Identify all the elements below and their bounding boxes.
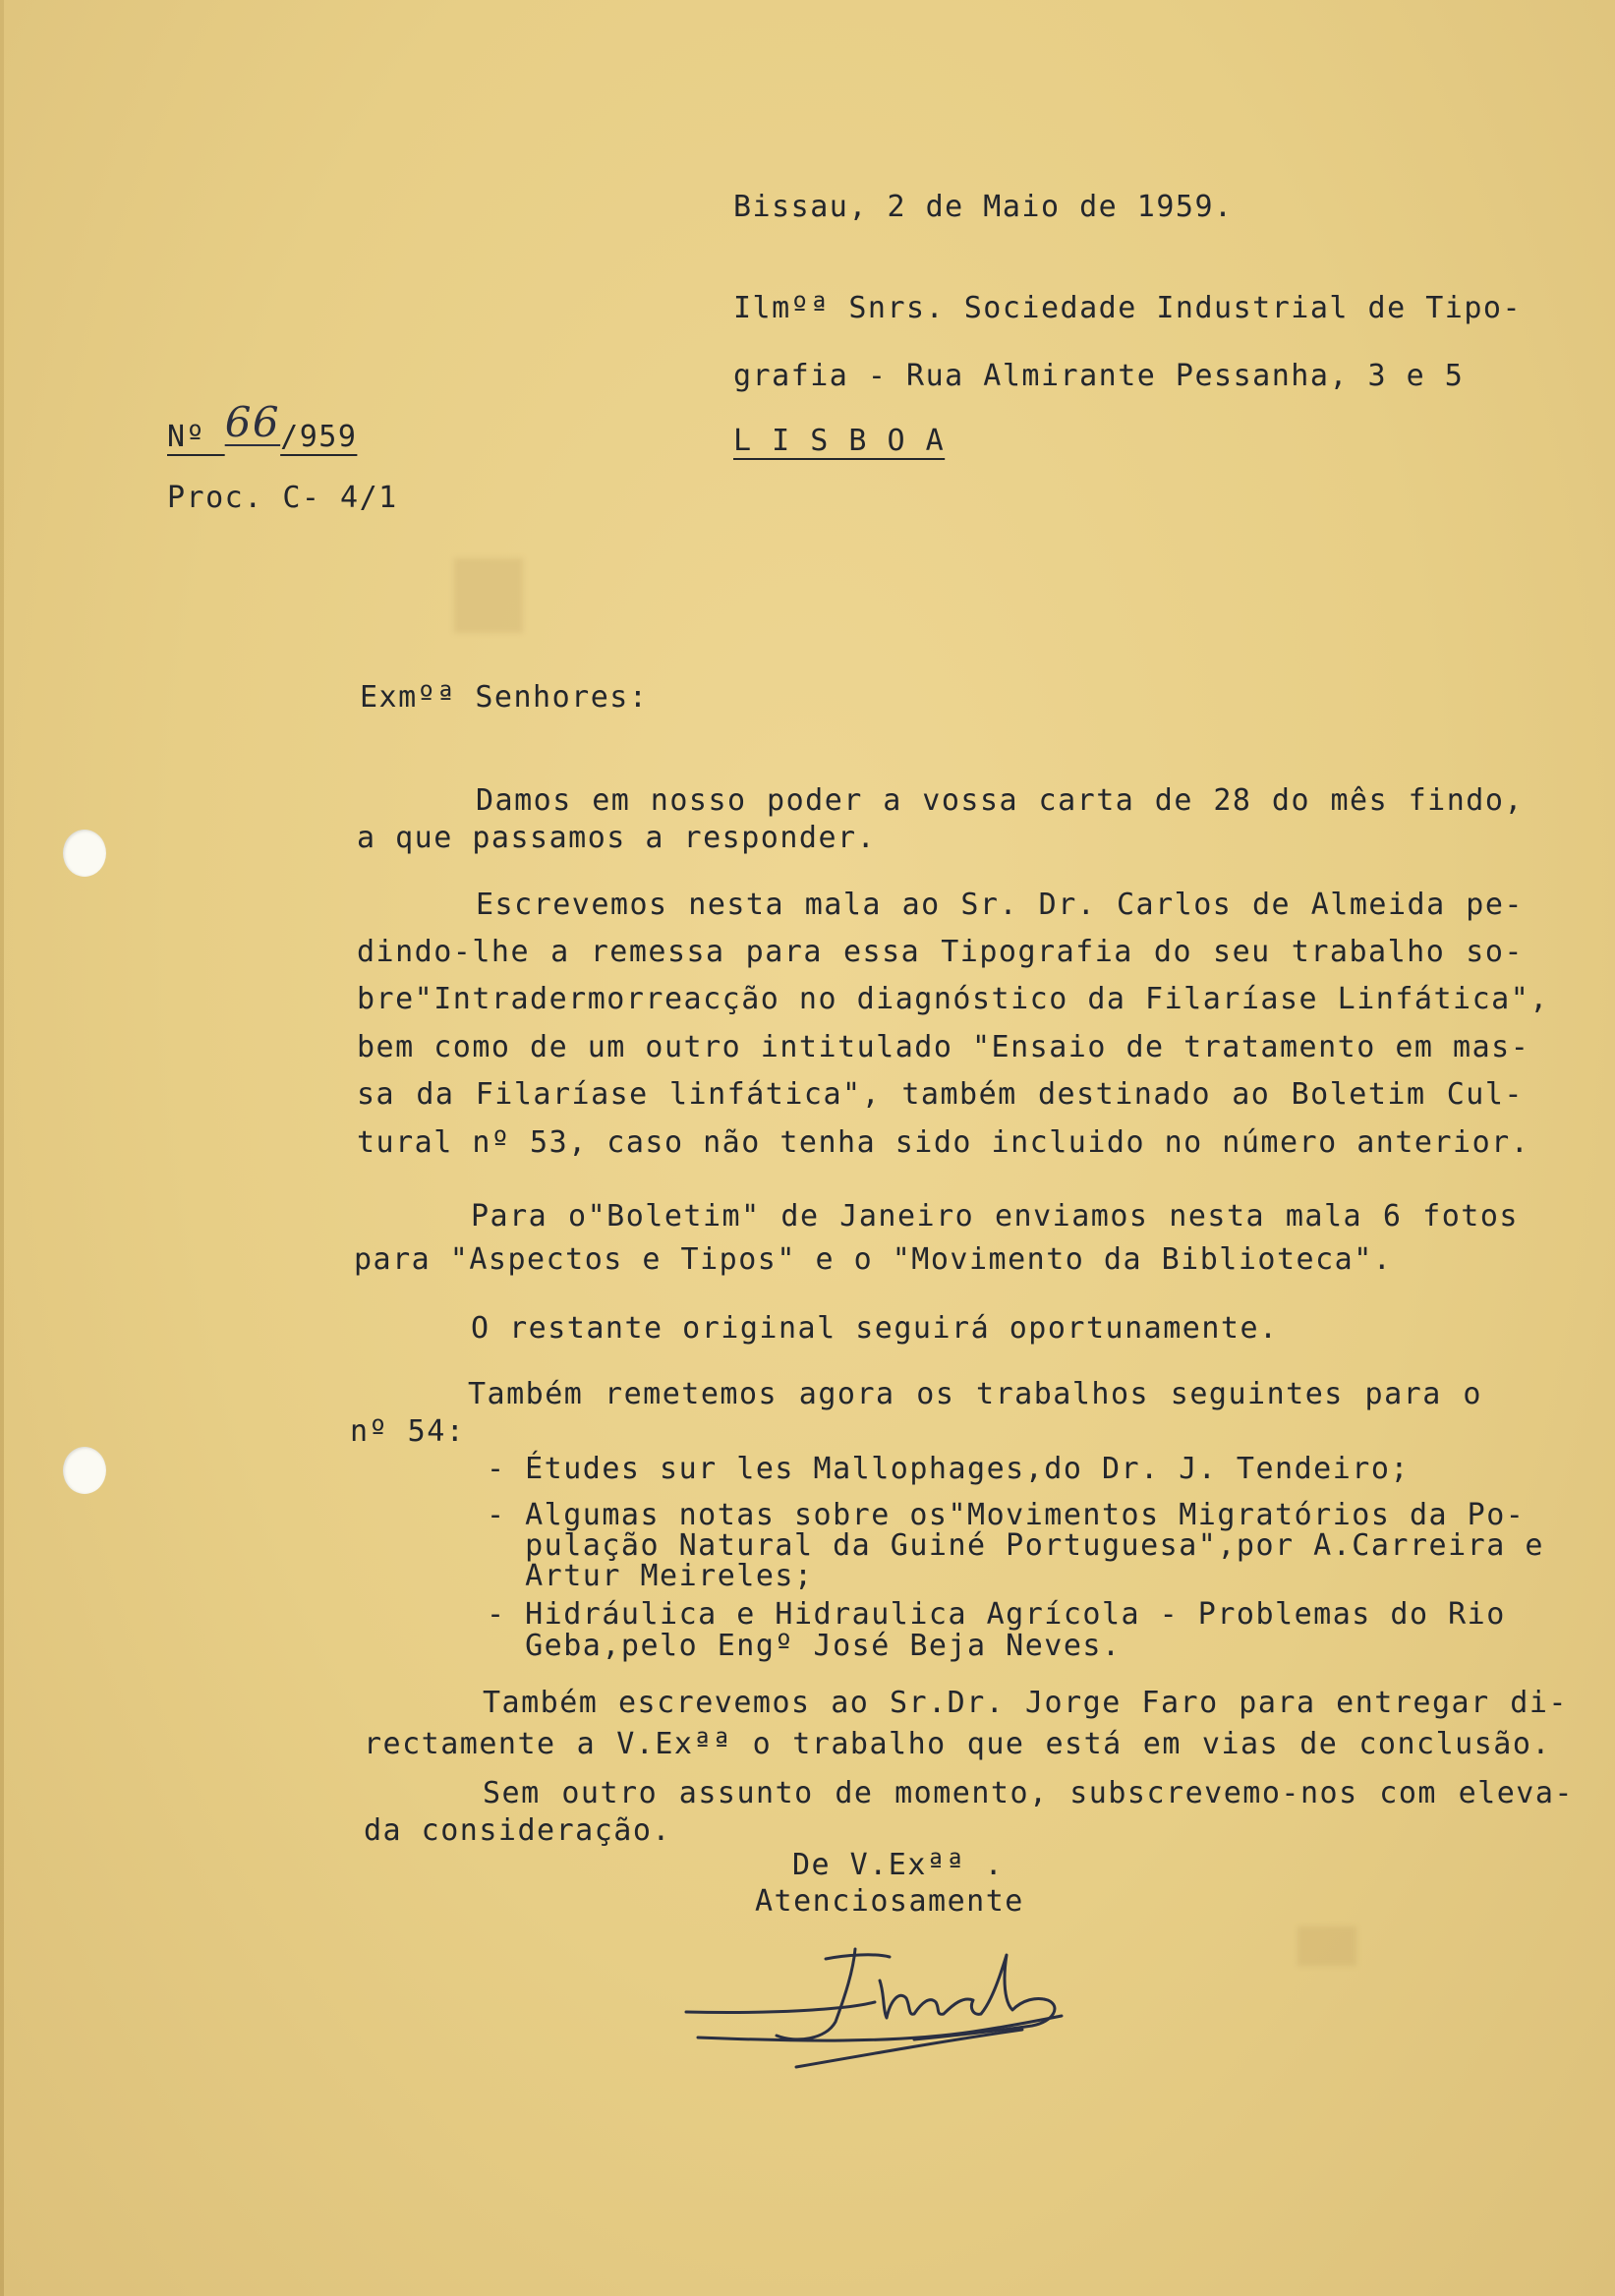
p5-line-1: Também remetemos agora os trabalhos seguintes para o [468, 1377, 1482, 1411]
ref-suffix: /959 [280, 420, 358, 454]
p6-line-2: rectamente a V.Exªª o trabalho que está em vias de conclusão. [364, 1727, 1551, 1761]
place-date: Bissau, 2 de Maio de 1959. [733, 190, 1234, 224]
reference-number [167, 398, 358, 454]
list-item-2-line-2: pulação Natural da Guiné Portuguesa",por A.Carreira e [487, 1528, 1544, 1563]
list-item-2-line-1: - Algumas notas sobre os"Movimentos Migratórios da Po- [487, 1498, 1526, 1532]
p7-line-2: da consideração. [364, 1813, 671, 1848]
list-item-3-line-2: Geba,pelo Engº José Beja Neves. [487, 1629, 1122, 1663]
p1-line-2: a que passamos a responder. [357, 821, 877, 855]
p2-line-6: tural nº 53, caso não tenha sido incluido no número anterior. [357, 1125, 1530, 1160]
closing-line-2: Atenciosamente [755, 1884, 1024, 1919]
p2-line-1: Escrevemos nesta mala ao Sr. Dr. Carlos de Almeida pe- [476, 888, 1524, 922]
handwritten-signature [678, 1941, 1111, 2069]
p2-line-2: dindo-lhe a remessa para essa Tipografia do seu trabalho so- [357, 935, 1524, 969]
addressee-city: L I S B O A [733, 424, 946, 458]
list-item-2-line-3: Artur Meireles; [487, 1559, 814, 1593]
salutation: Exmºª Senhores: [360, 680, 649, 715]
paper-stain-2 [1298, 1926, 1356, 1966]
addressee-line-1: Ilmºª Snrs. Sociedade Industrial de Tipo- [733, 291, 1523, 325]
p2-line-3: bre"Intradermorreacção no diagnóstico da Filaríase Linfática", [357, 982, 1549, 1016]
p3-line-2: para "Aspectos e Tipos" e o "Movimento da Biblioteca". [354, 1242, 1393, 1277]
p2-line-5: sa da Filaríase linfática", também destinado ao Boletim Cul- [357, 1077, 1524, 1112]
ref-prefix: Nº [167, 420, 225, 454]
punch-hole-bottom [63, 1447, 106, 1494]
closing-line-1: De V.Exªª . [792, 1848, 1005, 1882]
addressee-line-2: grafia - Rua Almirante Pessanha, 3 e 5 [733, 359, 1465, 393]
list-item-1: - Études sur les Mallophages,do Dr. J. Tendeiro; [487, 1452, 1410, 1486]
paper-edge [0, 0, 4, 2296]
p5-line-2: nº 54: [350, 1414, 466, 1449]
p2-line-4: bem como de um outro intitulado "Ensaio de tratamento em mas- [357, 1030, 1530, 1064]
p4: O restante original seguirá oportunamente. [471, 1311, 1279, 1346]
ref-number-handwritten: 66 [224, 398, 281, 446]
punch-hole-top [63, 830, 106, 877]
p1-line-1: Damos em nosso poder a vossa carta de 28 do mês findo, [476, 783, 1524, 818]
list-item-3-line-1: - Hidráulica e Hidraulica Agrícola - Problemas do Rio [487, 1597, 1506, 1632]
paper-stain [454, 558, 523, 633]
process-ref: Proc. C- 4/1 [167, 481, 398, 515]
p3-line-1: Para o"Boletim" de Janeiro enviamos nesta mala 6 fotos [471, 1199, 1519, 1234]
p6-line-1: Também escrevemos ao Sr.Dr. Jorge Faro para entregar di- [483, 1686, 1568, 1720]
p7-line-1: Sem outro assunto de momento, subscrevemo-nos com eleva- [483, 1776, 1574, 1810]
